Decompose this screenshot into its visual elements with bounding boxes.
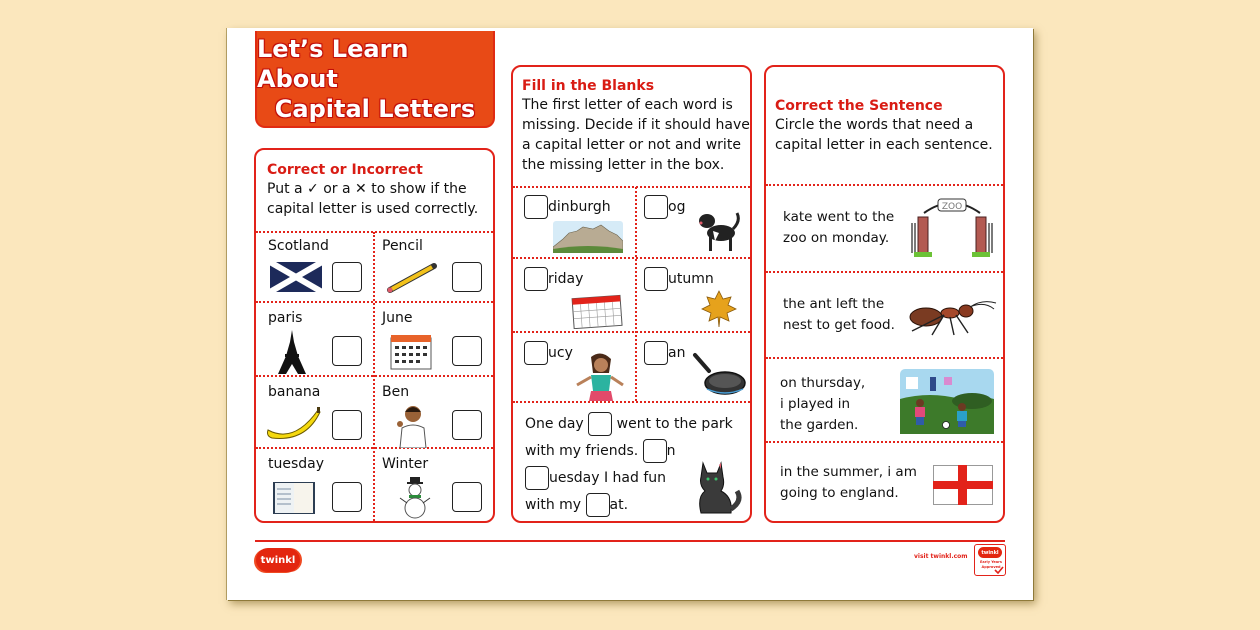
- sentence-line: i played in: [780, 396, 851, 412]
- twinkl-logo[interactable]: twinkl: [256, 548, 300, 572]
- cat-icon: [693, 457, 743, 515]
- answer-box-tuesday[interactable]: [332, 482, 362, 512]
- instruction-line: the missing letter in the box.: [522, 157, 725, 173]
- letter-box-friday[interactable]: [524, 267, 548, 291]
- checkmark-icon: [994, 566, 1004, 574]
- boy-icon: [396, 404, 430, 448]
- word-label: tuesday: [268, 456, 325, 472]
- title-banner: [255, 31, 495, 128]
- instruction-line: The first letter of each word is: [522, 97, 733, 113]
- letter-box-autumn[interactable]: [644, 267, 668, 291]
- answer-box-paris[interactable]: [332, 336, 362, 366]
- fill-item: [644, 267, 714, 291]
- divider: [635, 187, 637, 401]
- answer-box-pencil[interactable]: [452, 262, 482, 292]
- word-fragment: utumn: [668, 271, 714, 287]
- letter-box-lucy[interactable]: [524, 341, 548, 365]
- sentence-line: the ant left the: [783, 296, 885, 312]
- word-fragment: og: [668, 199, 686, 215]
- sentence-line: nest to get food.: [783, 317, 895, 333]
- title-line-2: Capital Letters: [274, 94, 476, 123]
- divider: [513, 257, 750, 259]
- calendar-icon: [571, 293, 623, 329]
- sentence-2[interactable]: [783, 294, 895, 336]
- divider: [766, 271, 1003, 273]
- visit-link[interactable]: visit twinkl.com: [914, 553, 968, 560]
- letter-box-i[interactable]: [588, 412, 612, 436]
- text: with my friends.: [525, 443, 639, 459]
- word-label: June: [382, 310, 413, 326]
- text: with my: [525, 497, 582, 513]
- letter-box-tuesday[interactable]: [525, 466, 549, 490]
- divider: [513, 186, 750, 188]
- instruction-line: Circle the words that need a: [775, 117, 974, 133]
- divider: [373, 232, 375, 521]
- sentence-line: kate went to the: [783, 209, 895, 225]
- panel-heading: Correct the Sentence: [775, 98, 943, 114]
- diary-icon: [272, 480, 316, 516]
- badge-text: Early Years Approved: [980, 560, 1002, 569]
- instruction-line: Put a ✓ or a ✕ to show if the: [267, 181, 467, 197]
- frying-pan-icon: [691, 351, 747, 397]
- garden-scene-icon: [900, 369, 994, 434]
- sentence-1[interactable]: [783, 207, 894, 249]
- correct-the-sentence-panel: [764, 65, 1005, 523]
- panel-heading: Correct or Incorrect: [267, 162, 423, 178]
- england-flag-icon: [933, 465, 993, 505]
- fill-item: [524, 341, 573, 365]
- answer-box-ben[interactable]: [452, 410, 482, 440]
- letter-box-dog[interactable]: [644, 195, 668, 219]
- text: went to the park: [616, 416, 733, 432]
- badge-logo: twinkl: [978, 547, 1002, 558]
- scotland-flag-icon: [270, 262, 322, 292]
- pencil-icon: [386, 262, 438, 294]
- text: at.: [609, 497, 629, 513]
- letter-box-on[interactable]: [643, 439, 667, 463]
- text: uesday I had fun: [549, 470, 667, 486]
- letter-box-edinburgh[interactable]: [524, 195, 548, 219]
- panel-heading: Fill in the Blanks: [522, 78, 655, 94]
- word-fragment: dinburgh: [548, 199, 611, 215]
- sentence-3[interactable]: [780, 373, 865, 436]
- text: n: [666, 443, 676, 459]
- word-fragment: an: [668, 345, 686, 361]
- instruction-line: missing. Decide if it should have: [522, 117, 750, 133]
- fill-item: [524, 267, 583, 291]
- fill-item: [644, 195, 685, 219]
- girl-icon: [575, 351, 625, 401]
- sentence-line: on thursday,: [780, 375, 866, 391]
- divider: [766, 184, 1003, 186]
- instruction-line: capital letter in each sentence.: [775, 137, 993, 153]
- word-label: Scotland: [268, 238, 329, 254]
- fill-item: [524, 195, 611, 219]
- instruction-line: a capital letter or not and write: [522, 137, 741, 153]
- divider: [766, 357, 1003, 359]
- word-label: banana: [268, 384, 321, 400]
- eiffel-tower-icon: [276, 330, 308, 374]
- sentence-line: in the summer, i am: [780, 464, 917, 480]
- sentence-line: zoo on monday.: [783, 230, 890, 246]
- word-label: Pencil: [382, 238, 423, 254]
- fill-item: [644, 341, 685, 365]
- text: One day: [525, 416, 584, 432]
- banana-icon: [266, 406, 322, 442]
- word-label: Ben: [382, 384, 410, 400]
- answer-box-june[interactable]: [452, 336, 482, 366]
- edinburgh-castle-icon: [553, 221, 623, 253]
- calendar-icon: [390, 332, 432, 370]
- answer-box-banana[interactable]: [332, 410, 362, 440]
- sentence-line: the garden.: [780, 417, 859, 433]
- divider: [766, 441, 1003, 443]
- divider: [513, 331, 750, 333]
- answer-box-scotland[interactable]: [332, 262, 362, 292]
- autumn-leaf-icon: [701, 289, 737, 327]
- word-label: Winter: [382, 456, 429, 472]
- ant-icon: [902, 297, 998, 337]
- title-line-1: Let’s Learn About: [257, 34, 409, 93]
- footer-divider: [255, 540, 1005, 542]
- answer-box-winter[interactable]: [452, 482, 482, 512]
- fill-in-blanks-panel: [511, 65, 752, 523]
- snowman-icon: [398, 476, 432, 520]
- correct-or-incorrect-panel: [254, 148, 495, 523]
- word-fragment: riday: [548, 271, 584, 287]
- zoo-gate-icon: [910, 195, 994, 261]
- dog-icon: [695, 211, 741, 253]
- divider: [513, 401, 750, 403]
- word-fragment: ucy: [548, 345, 573, 361]
- early-years-badge: [974, 544, 1006, 576]
- zoo-sign-text: ZOO: [941, 202, 963, 212]
- letter-box-pan[interactable]: [644, 341, 668, 365]
- sentence-4[interactable]: [780, 462, 917, 504]
- sentence-line: going to england.: [780, 485, 899, 501]
- letter-box-cat[interactable]: [586, 493, 610, 517]
- instruction-line: capital letter is used correctly.: [267, 201, 479, 217]
- word-label: paris: [268, 310, 303, 326]
